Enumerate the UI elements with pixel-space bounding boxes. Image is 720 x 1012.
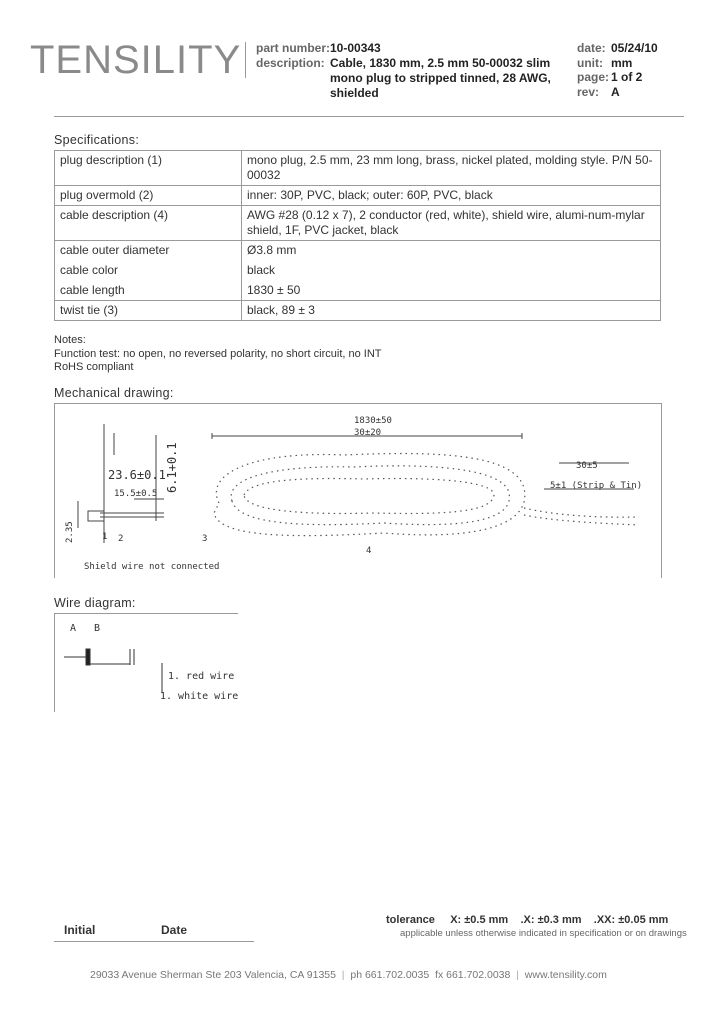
part-number-value: 10-00343 <box>330 41 381 55</box>
spec-label: plug description (1) <box>55 151 242 186</box>
tol-xx-label: .X: <box>520 914 535 926</box>
notes-line: RoHS compliant <box>54 361 134 373</box>
specifications-title: Specifications: <box>54 133 140 147</box>
date-label: date: <box>577 41 606 55</box>
tol-xx-value: ±0.3 mm <box>537 914 582 926</box>
description-line: mono plug to stripped tinned, 28 AWG, <box>330 71 551 85</box>
cable-loop-inner <box>244 479 494 514</box>
callout-4: 4 <box>366 546 372 556</box>
spec-value-line: black <box>247 263 276 277</box>
description-value <box>330 56 555 101</box>
dim-right: 30±5 <box>576 461 598 471</box>
spec-row <box>55 301 661 321</box>
tol-xxx-value: ±0.05 mm <box>618 914 669 926</box>
spec-value: black, 89 ± 3 <box>242 301 661 321</box>
cable-tail <box>524 515 639 525</box>
spec-value <box>242 241 661 301</box>
footer-phone: ph 661.702.0035 <box>350 969 430 981</box>
description-line: Cable, 1830 mm, 2.5 mm 50-00032 slim <box>330 56 551 70</box>
wire-label-b: B <box>94 623 101 634</box>
spec-label: plug overmold (2) <box>55 186 242 206</box>
logo-text-2: SILITY <box>113 38 242 82</box>
wire-red-label: 1. red wire <box>168 671 235 682</box>
spec-value-line: 1830 ± 50 <box>247 283 301 297</box>
unit-label: unit: <box>577 56 603 70</box>
initial-label: Initial <box>64 923 96 937</box>
dim-plug-sub: 15.5±0.5 <box>114 489 158 499</box>
dim-diameter: 6.1+0.1 <box>165 442 179 493</box>
spec-label: cable description (4) <box>55 206 242 241</box>
dim-left: 2.35 <box>65 521 75 543</box>
spec-label-line: cable length <box>60 283 125 297</box>
signoff-rule <box>54 941 254 942</box>
spec-row <box>55 186 661 206</box>
cable-loop-outer <box>214 454 525 536</box>
tol-xxx-label: .XX: <box>593 914 616 926</box>
tensility-logo <box>30 38 241 82</box>
spec-label-line: cable outer diameter <box>60 243 170 257</box>
description-label: description: <box>256 56 325 70</box>
spec-value: AWG #28 (0.12 x 7), 2 conductor (red, white), shield wire, alumi-num-mylar shield, 1F, PVC jacket, black <box>242 206 661 241</box>
spec-value: inner: 30P, PVC, black; outer: 60P, PVC, black <box>242 186 661 206</box>
spec-label-line: cable color <box>60 263 119 277</box>
mechanical-drawing <box>54 403 660 577</box>
tolerance-sub: applicable unless otherwise indicated in specification or on drawings <box>400 928 687 939</box>
wire-label-a: A <box>70 623 77 634</box>
spec-label <box>55 241 242 301</box>
dim-plug-length: 23.6±0.1 <box>108 468 166 482</box>
spec-row <box>55 206 661 241</box>
spec-value: mono plug, 2.5 mm, 23 mm long, brass, nickel plated, molding style. P/N 50-00032 <box>242 151 661 186</box>
footer: 29033 Avenue Sherman Ste 203 Valencia, CA 91355 | ph 661.702.0035 fx 661.702.0038 | www.tensility.com <box>90 969 607 981</box>
dim-length: 1830±50 <box>354 416 392 426</box>
footer-fax: fx 661.702.0038 <box>435 969 511 981</box>
footer-address: 29033 Avenue Sherman Ste 203 Valencia, CA 91355 <box>90 969 336 981</box>
tolerance-row <box>386 914 668 926</box>
page-value: 1 of 2 <box>611 70 643 84</box>
date-value: 05/24/10 <box>611 41 658 55</box>
date-signoff-label: Date <box>161 923 188 937</box>
wire-diagram-title: Wire diagram: <box>54 596 136 610</box>
wire-diagram-drawing <box>54 613 254 711</box>
spec-row-group <box>55 241 661 301</box>
header-rule <box>54 116 684 117</box>
notes-block <box>54 334 382 375</box>
dim-inner: 30±20 <box>354 428 382 438</box>
specifications-table <box>54 150 661 321</box>
spec-value-line: Ø3.8 mm <box>247 243 297 257</box>
rev-label: rev: <box>577 85 600 99</box>
page-label: page: <box>577 70 610 84</box>
callout-2: 2 <box>118 534 124 544</box>
dim-right-note: 5±1 (Strip & Tin) <box>550 481 643 491</box>
logo-divider <box>245 42 246 78</box>
rev-value: A <box>611 85 620 99</box>
tol-x-value: ±0.5 mm <box>464 914 509 926</box>
footer-web[interactable]: www.tensility.com <box>524 969 607 981</box>
tolerance-label: tolerance <box>386 914 435 926</box>
wire-white-label: 1. white wire <box>160 691 239 702</box>
logo-text-1: TEN <box>30 38 113 82</box>
cable-loop-mid <box>231 466 509 525</box>
notes-line: Function test: no open, no reversed polarity, no short circuit, no INT <box>54 347 382 360</box>
unit-value: mm <box>611 56 633 70</box>
part-number-label: part number: <box>256 41 331 55</box>
shield-note: Shield wire not connected <box>84 562 220 572</box>
callout-1: 1 <box>102 532 108 542</box>
spec-row <box>55 151 661 186</box>
cable-tail <box>524 508 639 517</box>
callout-3: 3 <box>202 534 208 544</box>
description-line: shielded <box>330 86 379 100</box>
spec-label: twist tie (3) <box>55 301 242 321</box>
notes-title: Notes: <box>54 334 86 346</box>
mechanical-title: Mechanical drawing: <box>54 386 174 400</box>
tol-x-label: X: <box>450 914 462 926</box>
